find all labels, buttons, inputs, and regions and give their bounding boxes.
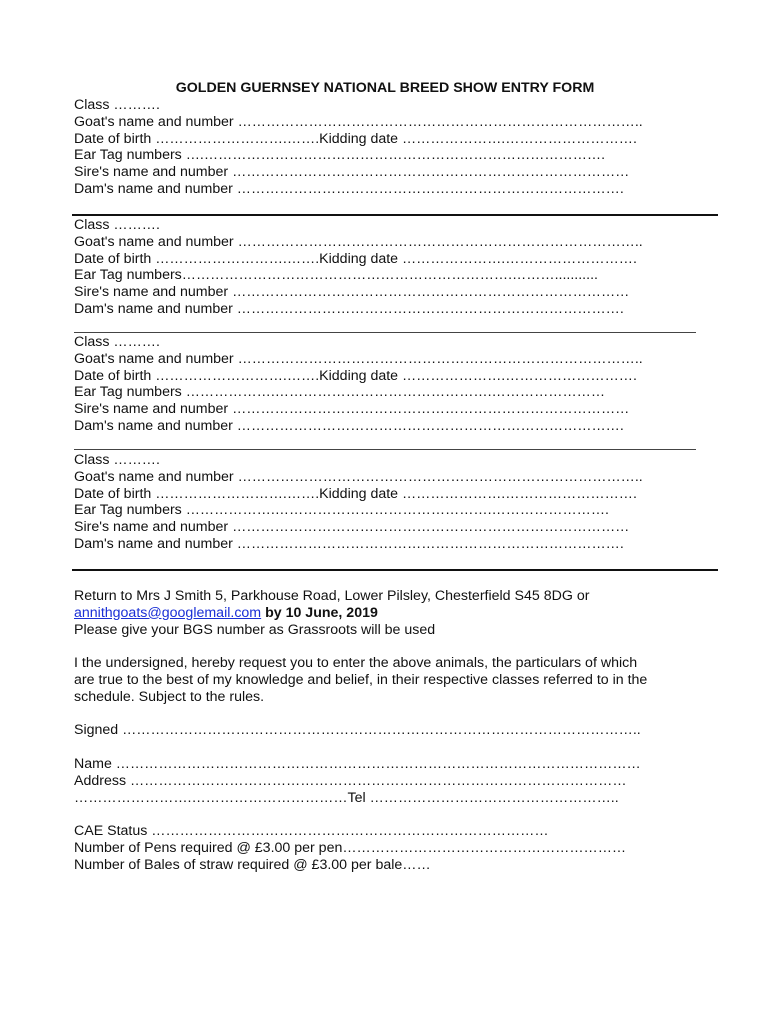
- declaration: [74, 655, 704, 705]
- class-field[interactable]: Class ……….: [74, 334, 160, 350]
- class-field[interactable]: Class ……….: [74, 217, 160, 233]
- bgs-note: Please give your BGS number as Grassroots will be used: [74, 621, 436, 638]
- goat-name-field[interactable]: Goat's name and number …………………………………………………………………………..: [74, 233, 643, 250]
- declaration-line-3: schedule. Subject to the rules.: [74, 688, 265, 705]
- dam-name-field[interactable]: Dam's name and number ……………………………………………………………………….: [74, 535, 624, 552]
- dob-kidding-field[interactable]: Date of birth ……………………….…….Kidding date ………………….……………………….: [74, 485, 637, 502]
- declaration-line-2: are true to the best of my knowledge and belief, in their respective classes referred to in the: [74, 671, 648, 688]
- dob-kidding-field[interactable]: Date of birth ……………………….…….Kidding date ………………….……………………….: [74, 130, 637, 147]
- contact-section: [74, 756, 704, 806]
- ear-tag-field[interactable]: Ear Tag numbers ……………….……………………………………….…………………….: [74, 502, 609, 519]
- form-title: GOLDEN GUERNSEY NATIONAL BREED SHOW ENTRY FORM: [175, 80, 595, 96]
- entry-block-3: [74, 334, 704, 435]
- section-divider: [72, 214, 718, 216]
- declaration-line-1: I the undersigned, hereby request you to enter the above animals, the particulars of which: [74, 655, 638, 671]
- entry-block-2: [74, 217, 704, 318]
- name-field[interactable]: Name …………………………………………………………………………………………………: [74, 756, 641, 772]
- address-field[interactable]: Address ……………………………………………………………………………………………: [74, 772, 627, 789]
- dam-name-field[interactable]: Dam's name and number ……………………………………………………………………….: [74, 417, 624, 434]
- class-field[interactable]: Class ……….: [74, 97, 160, 113]
- entry-block-1: [74, 97, 704, 198]
- email-deadline-line: [74, 605, 704, 622]
- return-address: Return to Mrs J Smith 5, Parkhouse Road, Lower Pilsley, Chesterfield S45 8DG or: [74, 588, 590, 604]
- ear-tag-field[interactable]: Ear Tag numbers ……………….……………………………………….……………………: [74, 384, 606, 401]
- signed-field[interactable]: Signed ………………………………………………………………………………………………..: [74, 722, 641, 738]
- return-info: [74, 588, 704, 638]
- dob-kidding-field[interactable]: Date of birth ……………………….…….Kidding date ………………….……………………….: [74, 367, 637, 384]
- entry-divider: [74, 332, 696, 333]
- cae-status-field[interactable]: CAE Status …………………………………………………………………………: [74, 823, 549, 839]
- ear-tag-field[interactable]: Ear Tag numbers ….………………………………………………………………………….: [74, 147, 606, 164]
- bales-required-field[interactable]: Number of Bales of straw required @ £3.00 per bale……: [74, 856, 431, 873]
- sire-name-field[interactable]: Sire's name and number …………………………………………………………………………: [74, 519, 630, 536]
- dob-kidding-field[interactable]: Date of birth ……………………….…….Kidding date ………………….……………………….: [74, 250, 637, 267]
- address-tel-field[interactable]: …………………….……………………………Tel ……………………………………………..: [74, 789, 619, 806]
- email-link[interactable]: annithgoats@googlemail.com: [74, 604, 262, 621]
- sire-name-field[interactable]: Sire's name and number …………………………………………………………………………: [74, 164, 630, 181]
- section-divider: [72, 569, 718, 571]
- entry-divider: [74, 449, 696, 450]
- pens-required-field[interactable]: Number of Pens required @ £3.00 per pen……………………………………………………: [74, 839, 627, 856]
- deadline-text: by 10 June, 2019: [261, 604, 378, 621]
- extras-section: [74, 823, 704, 873]
- signature-section: [74, 722, 704, 739]
- class-field[interactable]: Class ……….: [74, 452, 160, 468]
- dam-name-field[interactable]: Dam's name and number ……………………………………………………………………….: [74, 180, 624, 197]
- ear-tag-field[interactable]: Ear Tag numbers…………………………………………………………….………...........: [74, 267, 598, 284]
- goat-name-field[interactable]: Goat's name and number …………………………………………………………………………..: [74, 350, 643, 367]
- dam-name-field[interactable]: Dam's name and number ……………………………………………………………………….: [74, 300, 624, 317]
- goat-name-field[interactable]: Goat's name and number …………………………………………………………………………..: [74, 468, 643, 485]
- sire-name-field[interactable]: Sire's name and number …………………………………………………………………………: [74, 284, 630, 301]
- sire-name-field[interactable]: Sire's name and number …………………………………………………………………………: [74, 401, 630, 418]
- goat-name-field[interactable]: Goat's name and number …………………………………………………………………………..: [74, 113, 643, 130]
- entry-block-4: [74, 452, 704, 553]
